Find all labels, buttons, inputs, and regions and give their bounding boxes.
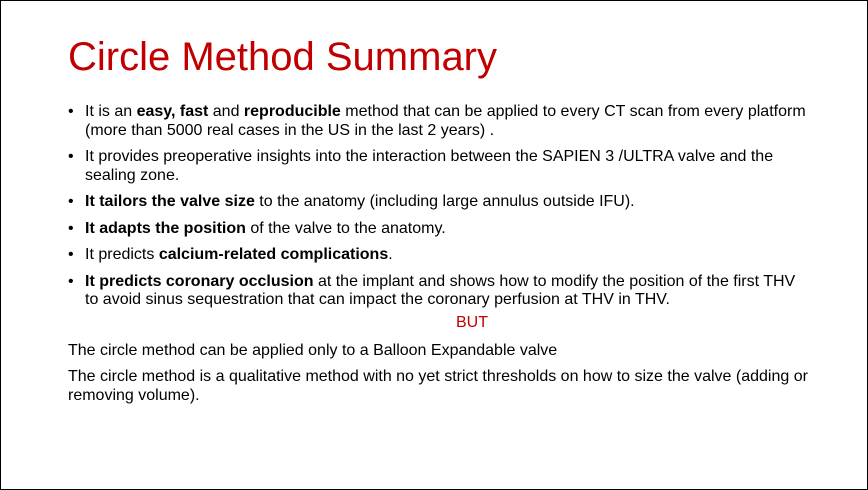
bold-text-run: It adapts the position: [85, 219, 246, 237]
bold-text-run: It tailors the valve size: [85, 193, 255, 210]
text-run: method that can be applied to every CT scan from every platform (more than 5000 real cases in the US in the last 2 years) .: [85, 103, 806, 139]
bullet-marker: •: [68, 103, 74, 120]
bullet-list: [68, 103, 808, 318]
bullet-marker: •: [68, 246, 74, 263]
bold-text-run: reproducible: [243, 103, 341, 120]
bullet-item-calcium: [68, 246, 808, 265]
bullet-marker: •: [68, 193, 74, 210]
bullet-marker: •: [68, 148, 74, 165]
text-run: to the anatomy (including large annulus outside IFU).: [254, 193, 635, 210]
text-run: and: [208, 103, 244, 120]
paragraph-qualitative-method: The circle method is a qualitative method with no yet strict thresholds on how to size the valve (adding or removing volume).: [68, 368, 808, 404]
text-run: It predicts: [85, 246, 159, 263]
bullet-item-position: [68, 220, 808, 239]
text-run: at the implant and shows how to modify the position of the first THV to avoid sinus sequestration that can impact the coronary perfusion at THV in THV.: [85, 272, 796, 308]
paragraph-balloon-expandable: The circle method can be applied only to a Balloon Expandable valve: [68, 342, 558, 359]
but-label: BUT: [456, 314, 488, 331]
bullet-marker: •: [68, 219, 74, 237]
bullet-marker: •: [68, 272, 74, 290]
bullet-item-valve-size: [68, 193, 808, 212]
text-run: It is an: [85, 103, 137, 120]
bold-text-run: calcium-related complications: [158, 246, 389, 263]
text-run: of the valve to the anatomy.: [245, 219, 446, 237]
bullet-item-coronary-occlusion: [68, 273, 808, 310]
bold-text-run: It predicts coronary occlusion: [85, 272, 314, 290]
text-run: It provides preoperative insights into the interaction between the SAPIEN 3 /ULTRA valve and the sealing zone.: [85, 148, 774, 184]
slide-title: Circle Method Summary: [68, 35, 498, 79]
bold-text-run: easy, fast: [136, 103, 209, 120]
text-run: .: [388, 246, 393, 263]
bullet-item-easy-fast: [68, 103, 808, 140]
bullet-item-preoperative-insights: [68, 148, 808, 185]
